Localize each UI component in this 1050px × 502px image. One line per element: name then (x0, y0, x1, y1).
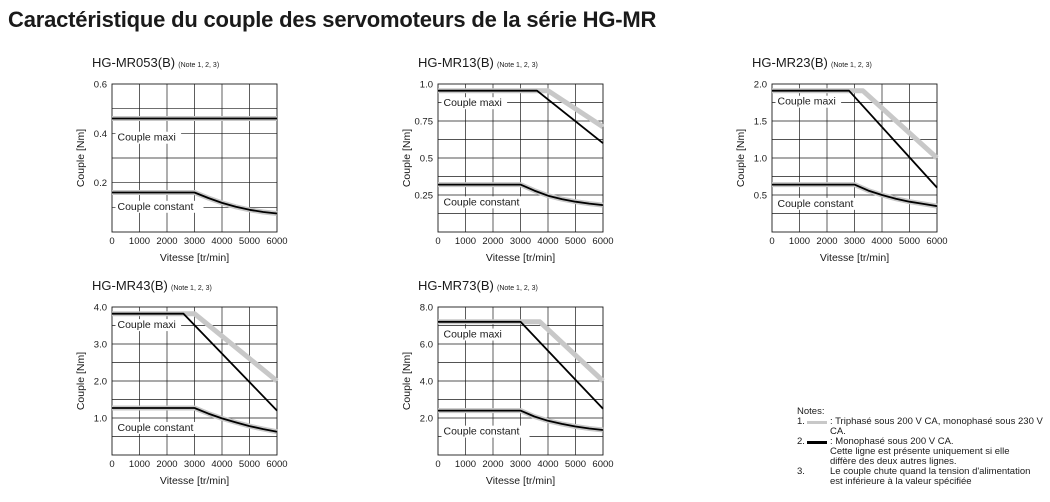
annotation-label: Couple constant (443, 425, 520, 438)
y-axis-label: Couple [Nm] (75, 351, 87, 411)
x-axis-label: Vitesse [tr/min] (485, 475, 556, 487)
x-tick-label: 4000 (537, 236, 559, 247)
x-axis-label: Vitesse [tr/min] (159, 475, 230, 487)
chart-title: HG-MR73(B) (418, 278, 494, 293)
y-tick-label: 8.0 (419, 302, 433, 314)
y-tick-label: 2.0 (419, 413, 433, 425)
x-tick-label: 0 (109, 236, 115, 247)
chart-title: HG-MR23(B) (752, 55, 828, 70)
x-tick-label: 1000 (128, 459, 151, 470)
x-tick-label: 3000 (183, 236, 206, 247)
chart-title-note: (Note 1, 2, 3) (497, 62, 538, 69)
note-text: : Monophasé sous 200 V CA. (830, 436, 954, 447)
chart-svg (62, 53, 362, 278)
note-item (797, 467, 1047, 487)
x-tick-label: 5000 (564, 459, 587, 470)
x-tick-label: 4000 (211, 236, 233, 247)
y-tick-label: 0.2 (93, 178, 107, 190)
x-axis-label: Vitesse [tr/min] (485, 252, 556, 264)
note-text: Le couple chute quand la tension d'alimentation (830, 466, 1031, 477)
x-tick-label: 2000 (156, 459, 178, 470)
x-tick-label: 3000 (843, 236, 866, 247)
x-tick-label: 1000 (128, 236, 151, 247)
x-tick-label: 4000 (537, 459, 559, 470)
note-item (797, 437, 1047, 467)
y-tick-label: 4.0 (419, 376, 433, 388)
y-tick-label: 1.0 (419, 79, 433, 91)
y-axis-label: Couple [Nm] (735, 128, 747, 188)
y-tick-label: 2.0 (753, 79, 767, 91)
y-tick-label: 2.0 (93, 376, 107, 388)
y-tick-label: 4.0 (93, 302, 107, 314)
annotation-label: Couple constant (443, 196, 520, 209)
notes-block (797, 407, 1047, 487)
chart-title: HG-MR053(B) (92, 55, 176, 70)
x-axis-label: Vitesse [tr/min] (819, 252, 890, 264)
x-tick-label: 6000 (266, 459, 288, 470)
note-number: 3. (797, 466, 805, 477)
chart-title-note: (Note 1, 2, 3) (497, 285, 538, 292)
x-tick-label: 1000 (454, 236, 477, 247)
x-tick-label: 4000 (211, 459, 233, 470)
y-axis-label: Couple [Nm] (401, 128, 413, 188)
x-tick-label: 0 (769, 236, 775, 247)
note-number: 1. (797, 416, 805, 427)
note-text: Cette ligne est présente uniquement si elle (830, 446, 1010, 457)
y-tick-label: 0.6 (93, 79, 107, 91)
y-tick-label: 0.5 (753, 190, 767, 202)
notes-header: Notes: (797, 406, 825, 417)
x-tick-label: 2000 (816, 236, 838, 247)
chart-title-note: (Note 1, 2, 3) (831, 62, 872, 69)
x-tick-label: 6000 (926, 236, 948, 247)
annotation-label: Couple maxi (443, 328, 502, 341)
chart-title-note: (Note 1, 2, 3) (178, 62, 220, 69)
y-tick-label: 1.5 (753, 116, 767, 128)
y-tick-label: 0.5 (419, 153, 433, 165)
three-phase-swatch (807, 421, 827, 424)
chart-hg-mr73 (388, 276, 688, 501)
y-axis-label: Couple [Nm] (401, 351, 413, 411)
chart-title: HG-MR13(B) (418, 55, 494, 70)
x-tick-label: 1000 (788, 236, 811, 247)
y-tick-label: 1.0 (753, 153, 767, 165)
note-item (797, 417, 1047, 437)
y-axis-label: Couple [Nm] (75, 128, 87, 188)
x-tick-label: 5000 (238, 236, 261, 247)
annotation-label: Couple constant (117, 200, 194, 213)
y-tick-label: 0.75 (414, 116, 433, 128)
x-tick-label: 6000 (592, 236, 614, 247)
chart-hg-mr23 (722, 53, 1022, 278)
single-phase-swatch (807, 441, 827, 444)
note-text: diffère des deux autres lignes. (830, 456, 957, 467)
x-tick-label: 5000 (238, 459, 261, 470)
annotation-label: Couple maxi (443, 97, 502, 110)
chart-svg (62, 276, 362, 501)
x-tick-label: 2000 (482, 236, 504, 247)
x-tick-label: 0 (435, 236, 441, 247)
chart-hg-mr13 (388, 53, 688, 278)
note-text: est inférieure à la valeur spécifiée (830, 476, 972, 487)
x-tick-label: 1000 (454, 459, 477, 470)
annotation-label: Couple maxi (117, 131, 176, 144)
y-tick-label: 3.0 (93, 339, 107, 351)
chart-svg (388, 276, 688, 501)
chart-svg (388, 53, 688, 278)
x-tick-label: 5000 (898, 236, 921, 247)
chart-hg-mr43 (62, 276, 362, 501)
x-axis-label: Vitesse [tr/min] (159, 252, 230, 264)
chart-hg-mr053 (62, 53, 362, 278)
x-tick-label: 4000 (871, 236, 893, 247)
annotation-label: Couple constant (777, 197, 854, 210)
x-tick-label: 0 (435, 459, 441, 470)
annotation-label: Couple maxi (117, 319, 176, 332)
x-tick-label: 6000 (266, 236, 288, 247)
annotation-label: Couple maxi (777, 95, 836, 108)
note-number: 2. (797, 436, 805, 447)
x-tick-label: 0 (109, 459, 115, 470)
x-tick-label: 2000 (482, 459, 504, 470)
chart-title: HG-MR43(B) (92, 278, 168, 293)
annotation-label: Couple constant (117, 421, 194, 434)
y-tick-label: 0.25 (414, 190, 433, 202)
x-tick-label: 5000 (564, 236, 587, 247)
page-title: Caractéristique du couple des servomoteurs de la série HG-MR (8, 7, 657, 32)
x-tick-label: 2000 (156, 236, 178, 247)
x-tick-label: 6000 (592, 459, 614, 470)
y-tick-label: 6.0 (419, 339, 433, 351)
chart-title-note: (Note 1, 2, 3) (171, 285, 212, 292)
chart-svg (722, 53, 1022, 278)
x-tick-label: 3000 (509, 236, 532, 247)
y-tick-label: 1.0 (93, 413, 107, 425)
x-tick-label: 3000 (509, 459, 532, 470)
y-tick-label: 0.4 (93, 128, 107, 140)
note-text: : Triphasé sous 200 V CA, monophasé sous 230 V CA. (830, 416, 1043, 437)
x-tick-label: 3000 (183, 459, 206, 470)
